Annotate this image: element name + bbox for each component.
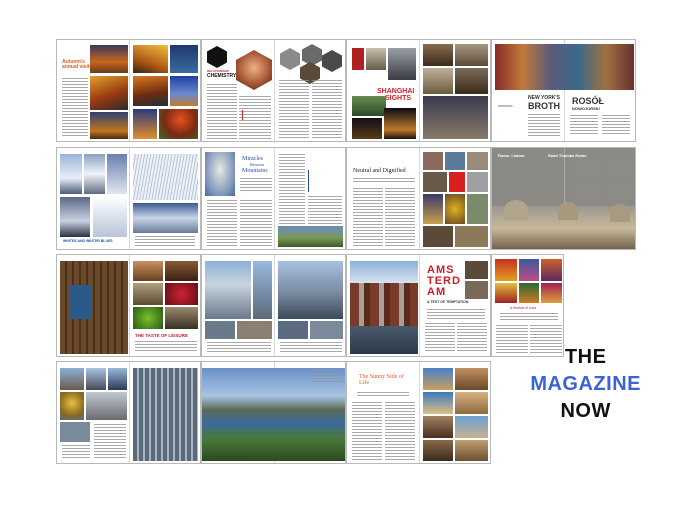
hexagon-photo-2 [302,44,322,66]
photo-swiss-1 [423,152,443,170]
intro-text [357,392,409,398]
page-fold [274,40,275,141]
photo-nyc-market [495,44,634,90]
photo-sunny-2 [455,368,488,390]
photo-shanghai-1 [423,44,453,66]
photo-sunny-5 [455,416,488,438]
photo-winter-tracks [133,154,198,200]
spread-headline: THE TASTE OF LEISURE [135,333,188,338]
pull-quote [427,309,485,319]
photo-autumn-river [133,76,168,106]
photo-limes [133,307,163,329]
body-text [425,323,455,353]
spread-headline: Rome, Lisbon [498,153,525,158]
photo-swiss-emblem [445,194,465,224]
body-text [353,188,383,247]
spread-headline-2: Saint Thomas Rome [548,153,587,158]
body-text [602,115,630,136]
body-text [280,342,342,353]
body-text [496,325,528,354]
spread-headline: Miracles [242,156,263,162]
spread-chemistry[interactable] [201,39,346,142]
spread-headline: Neutral and Dignified [353,168,406,174]
photo-city-1 [205,321,235,339]
page-fold [274,255,275,356]
photo-swiss-5 [467,172,488,192]
spread-headline: AMSTERDAM [427,264,461,298]
photo-festival-2 [519,259,539,281]
body-text [602,154,632,204]
spread-headline: Autumn's annual visit [62,59,90,70]
photo-swiss-4 [423,172,447,192]
photo-swiss-guard [423,194,443,224]
photo-sunny-3 [455,392,488,414]
photo-sunny-1 [423,368,453,390]
brand-line-magazine: MAGAZINE [530,373,641,395]
photo-tower-tall [253,261,272,319]
photo-window [69,285,91,319]
spread-winter[interactable] [56,147,201,250]
photo-rome-dome-1 [504,200,528,220]
body-text [308,196,342,224]
photo-city-4 [310,321,343,339]
hexagon-logo [207,46,227,68]
photo-shanghai-street [388,48,416,80]
photo-winter-mountain [60,154,82,194]
pull-quote [242,110,269,120]
photo-autumn-leaves [133,45,168,73]
spread-headline-4: NOWOJORSKI [572,106,600,111]
photo-shanghai-night [352,118,382,139]
spread-sub: A TEST OF TEMPTATION [427,300,469,304]
photo-sunny-6 [423,440,453,461]
page-fold [419,362,420,463]
spread-headline-2: Between [250,162,264,167]
photo-autumn-sky [170,76,198,106]
spread-headline: CHEMISTRY [207,73,237,79]
body-text [570,115,598,136]
spread-taste-of-leisure[interactable] [56,254,201,357]
photo-food-4 [165,307,198,329]
photo-sunny-4 [423,416,453,438]
page-fold [419,255,420,356]
photo-shanghai-5 [423,96,488,139]
photo-festival-4 [495,283,517,303]
spread-headline: SHANGHAI [377,88,415,95]
photo-festival-3 [541,259,562,281]
spread-city-towers[interactable] [201,254,346,357]
intro-text [353,178,415,184]
body-text [457,323,487,353]
page-fold [419,40,420,141]
photo-arch-1 [60,368,84,390]
spread-architecture[interactable] [56,361,201,464]
photo-food-2 [165,261,198,281]
spread-shanghai[interactable] [346,39,491,142]
photo-skyscraper [133,368,198,461]
body-text [62,445,90,460]
spread-headline: The Sunny Side of Life [359,374,404,386]
intro-text [498,162,562,172]
photo-rome-dome-2 [558,202,578,220]
photo-autumn-tree-red [159,109,198,139]
spread-kicker: RELATIONSHIP [207,69,230,73]
body-text [352,402,382,461]
photo-skyline-1 [205,261,251,319]
photo-autumn-forest [170,45,198,73]
photo-autumn-lake [90,76,128,110]
photo-autumn-lamp [133,109,157,139]
page-fold [274,148,275,249]
photo-shanghai-3 [423,68,453,94]
hexagon-photo-1 [280,48,300,70]
photo-shanghai-bund [384,108,416,139]
page-fold [419,148,420,249]
body-text [312,80,342,139]
photo-festival-6 [541,283,562,303]
pull-quote [308,170,343,192]
photo-festival-5 [519,283,539,303]
page-fold [129,255,130,356]
photo-canal-water [350,326,418,354]
photo-winter-sky [107,154,127,194]
photo-food-1 [133,261,163,281]
body-text [62,78,88,136]
photo-shanghai-gardens [352,96,386,116]
page-fold [129,362,130,463]
brand-title [530,344,641,425]
brand-line-now: NOW [560,400,611,422]
photo-arch-4 [86,392,127,420]
photo-winter-trees [60,197,90,237]
body-text [207,342,271,353]
spread-miracles[interactable] [201,147,346,250]
photo-arch-2 [86,368,106,390]
photo-winter-clouds [133,203,198,233]
spread-headline-3: Mountains [242,168,268,174]
body-text [240,200,272,247]
photo-city-2 [237,321,272,339]
photo-swiss-flag [449,172,465,192]
hexagon-photo-portrait [236,50,272,90]
photo-shanghai-lanterns [352,48,364,70]
photo-arch-5 [60,422,90,442]
photo-rome-dome-3 [610,204,630,222]
intro-text [312,372,342,382]
spread-festival[interactable] [491,254,564,357]
photo-swiss-7 [423,226,453,247]
intro-text [240,178,272,192]
spread-headline-2: BROTH [528,101,560,111]
hexagon-photo-3 [322,50,342,72]
spread-headline: NEW YORK'S [528,95,560,101]
photo-marina [278,261,343,319]
body-text [570,154,600,204]
spread-headline-2: SIGHTS [385,95,412,102]
body-text [135,341,197,353]
photo-shanghai-4 [455,68,488,94]
page-fold [129,40,130,141]
spread-headline-3: ROSÓŁ [572,96,605,106]
photo-festival-1 [495,259,517,281]
body-text [279,154,305,224]
photo-canal-sky [350,261,418,283]
photo-sunny-beach [423,392,453,414]
spread-headline: WHITES AND WINTER BLUES [63,239,113,243]
photo-city-3 [278,321,308,339]
photo-winter-peak [84,154,105,194]
byline-left: ━━━━━━━━ [498,104,513,108]
photo-autumn-road [90,112,128,139]
photo-swiss-3 [467,152,488,170]
photo-arch-3 [108,368,127,390]
photo-statue [205,152,235,196]
spread-autumn[interactable] [56,39,201,142]
spread-sunny-side[interactable] [346,361,491,464]
body-text [528,114,560,136]
photo-amsterdam-2 [465,281,488,299]
photo-shanghai-temple [366,48,386,70]
brand-line-the: THE [564,346,607,368]
photo-cherries [165,283,198,305]
page-fold [129,148,130,249]
spread-neutral-dignified[interactable] [346,147,491,250]
body-text [279,80,309,139]
photo-swiss-6 [467,194,488,224]
photo-autumn-tree [90,45,128,73]
spread-rome[interactable] [491,147,636,250]
photo-winter-slope [93,197,127,237]
body-text [94,424,126,460]
photo-swiss-2 [445,152,465,170]
spread-lake-landscape[interactable] [201,361,346,464]
photo-mountain-village [278,226,343,247]
photo-food-3 [133,283,163,305]
body-text [135,236,195,246]
photo-amsterdam-1 [465,261,488,279]
photo-swiss-8 [455,226,488,247]
spread-new-york-broth[interactable] [491,39,636,142]
body-text [207,200,237,247]
intro-text [500,313,558,321]
photo-golden-dome [60,392,84,420]
body-text [385,188,415,247]
photo-sunny-7 [455,440,488,461]
photo-shanghai-2 [455,44,488,66]
body-text [207,84,237,139]
body-text [385,402,415,461]
spread-headline: A festival of color [510,306,537,310]
spread-amsterdam[interactable] [346,254,491,357]
